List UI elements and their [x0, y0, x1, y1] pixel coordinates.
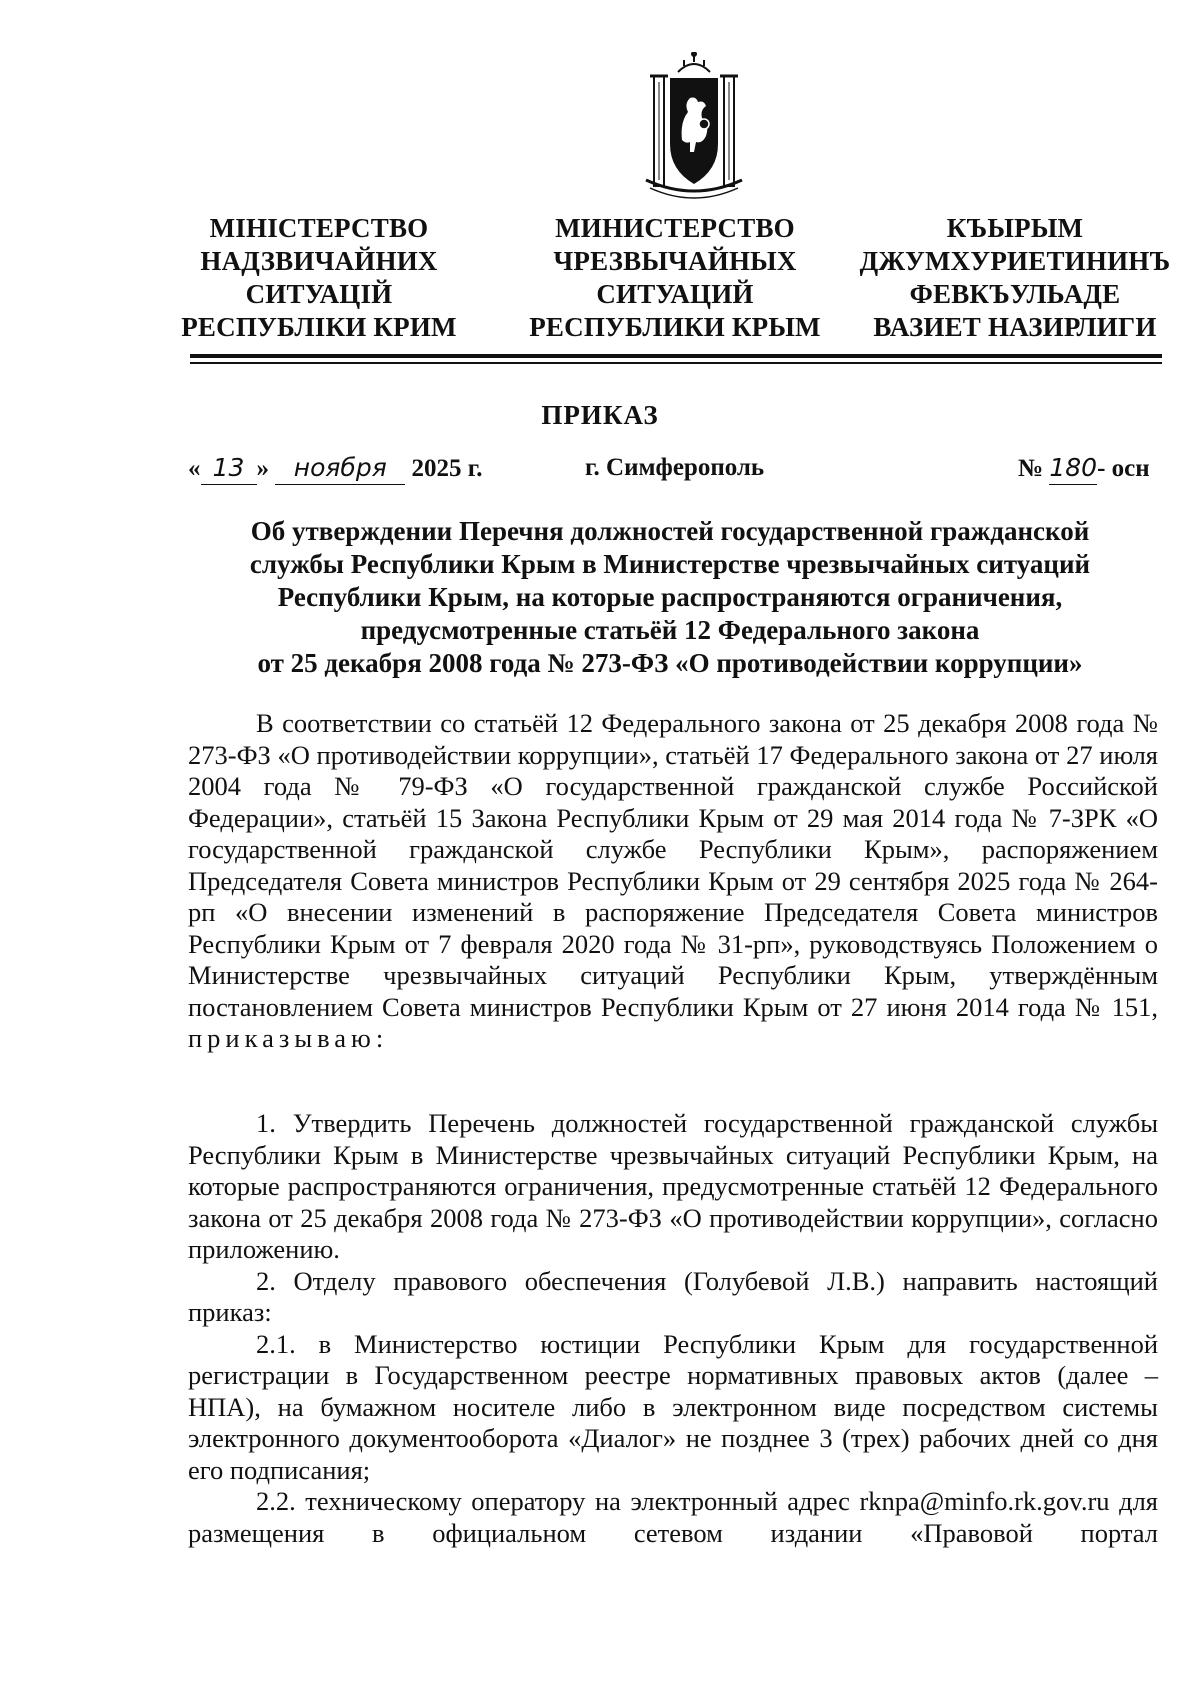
preamble-text: В соответствии со статьёй 12 Федерального закона от 25 декабря 2008 года № 273-ФЗ «О противодействии коррупции», статьёй 17 Федерального закона от 27 июля 2004 года № 79-ФЗ «О государственной гражданской службе Российской Федерации», статьёй 15 Закона Республики Крым от 29 мая 2014 года № 7-ЗРК «О государственной гражданской службе Республики Крым», распоряжением Председателя Совета министров Республики Крым от 29 сентября 2025 года № 264-рп «О внесении изменений в распоряжение Председателя Совета министров Республики Крым от 7 февраля 2020 года № 31-рп», руководствуясь Положением о Министерстве чрезвычайных ситуаций Республики Крым, утверждённым постановлением Совета министров Республики Крым от 27 июня 2014 года № 151,: [188, 708, 1158, 1022]
item-paragraph: 2.2. техническому оператору на электронный адрес rknpa@minfo.rk.gov.ru для размещения в официальном сетевом издании «Правовой портал: [188, 1486, 1158, 1548]
date-month: ноября: [293, 453, 387, 482]
document-subject: [200, 515, 1140, 680]
document-city: г. Симферополь: [585, 454, 765, 481]
date-close-quote: »: [256, 455, 269, 482]
subject-line: службы Республики Крым в Министерстве чрезвычайных ситуаций: [249, 549, 1091, 579]
header-ru-line: РЕСПУБЛИКИ КРЫМ: [529, 312, 821, 342]
header-russian: [510, 212, 840, 344]
header-ua-line: СИТУАЦІЙ: [245, 279, 393, 309]
number-prefix: №: [1018, 455, 1044, 482]
preamble-paragraph: [188, 708, 1158, 1055]
header-ua-line: НАДЗВИЧАЙНИХ: [200, 246, 438, 276]
header-ru-line: МИНИСТЕРСТВО: [555, 213, 795, 243]
header-ct-line: ДЖУМХУРИЕТИНИНЪ: [859, 246, 1171, 276]
item-paragraph: 2. Отделу правового обеспечения (Голубевой Л.В.) направить настоящий приказ:: [188, 1265, 1158, 1327]
order-word: приказываю:: [188, 1023, 389, 1053]
header-ua-line: МІНІСТЕРСТВО: [209, 213, 429, 243]
header-ct-line: ВАЗИЕТ НАЗИРЛИГИ: [873, 312, 1157, 342]
header-rule-thin: [190, 362, 1162, 364]
date-day-field: [201, 453, 257, 485]
subject-line: Об утверждении Перечня должностей государственной гражданской: [250, 516, 1090, 546]
subject-line: от 25 декабря 2008 года № 273-ФЗ «О противодействии коррупции»: [257, 648, 1083, 678]
number-suffix: - осн: [1097, 455, 1150, 482]
subject-line: Республики Крым, на которые распространяются ограничения,: [277, 582, 1063, 612]
subject-line: предусмотренные статьёй 12 Федерального закона: [360, 615, 980, 645]
item-paragraph: 2.1. в Министерство юстиции Республики Крым для государственной регистрации в Государственном реестре нормативных правовых актов (далее – НПА), на бумажном носителе либо в электронном виде посредством системы электронного документооборота «Диалог» не позднее 3 (трех) рабочих дней со дня его подписания;: [188, 1328, 1158, 1485]
header-ct-line: КЪЫРЫМ: [946, 213, 1084, 243]
number-value: 180: [1049, 453, 1098, 482]
header-ru-line: СИТУАЦИЙ: [596, 279, 754, 309]
document-title: ПРИКАЗ: [541, 400, 659, 430]
items-section: [188, 1108, 1158, 1549]
date-day: 13: [212, 453, 245, 482]
header-crimean-tatar: [845, 212, 1185, 344]
document-number: [1018, 453, 1150, 485]
header-ct-line: ФЕВКЪУЛЬАДЕ: [909, 279, 1121, 309]
crimea-emblem-icon: [640, 52, 748, 202]
date-open-quote: «: [188, 455, 201, 482]
header-ru-line: ЧРЕЗВЫЧАЙНЫХ: [553, 246, 797, 276]
item-paragraph: 1. Утвердить Перечень должностей государственной гражданской службы Республики Крым в Министерстве чрезвычайных ситуаций Республики Крым, на которые распространяются ограничения, предусмотренные статьёй 12 Федерального закона от 25 декабря 2008 года № 273-ФЗ «О противодействии коррупции», согласно приложению.: [188, 1108, 1158, 1264]
header-rule-thick: [190, 354, 1162, 358]
number-field: [1049, 453, 1097, 485]
date-month-field: [275, 453, 405, 485]
preamble-section: [188, 708, 1158, 1055]
header-ukrainian: [178, 212, 460, 344]
header-ua-line: РЕСПУБЛІКИ КРИМ: [181, 312, 457, 342]
document-date: [188, 453, 483, 485]
date-year: 2025 г.: [411, 455, 483, 482]
